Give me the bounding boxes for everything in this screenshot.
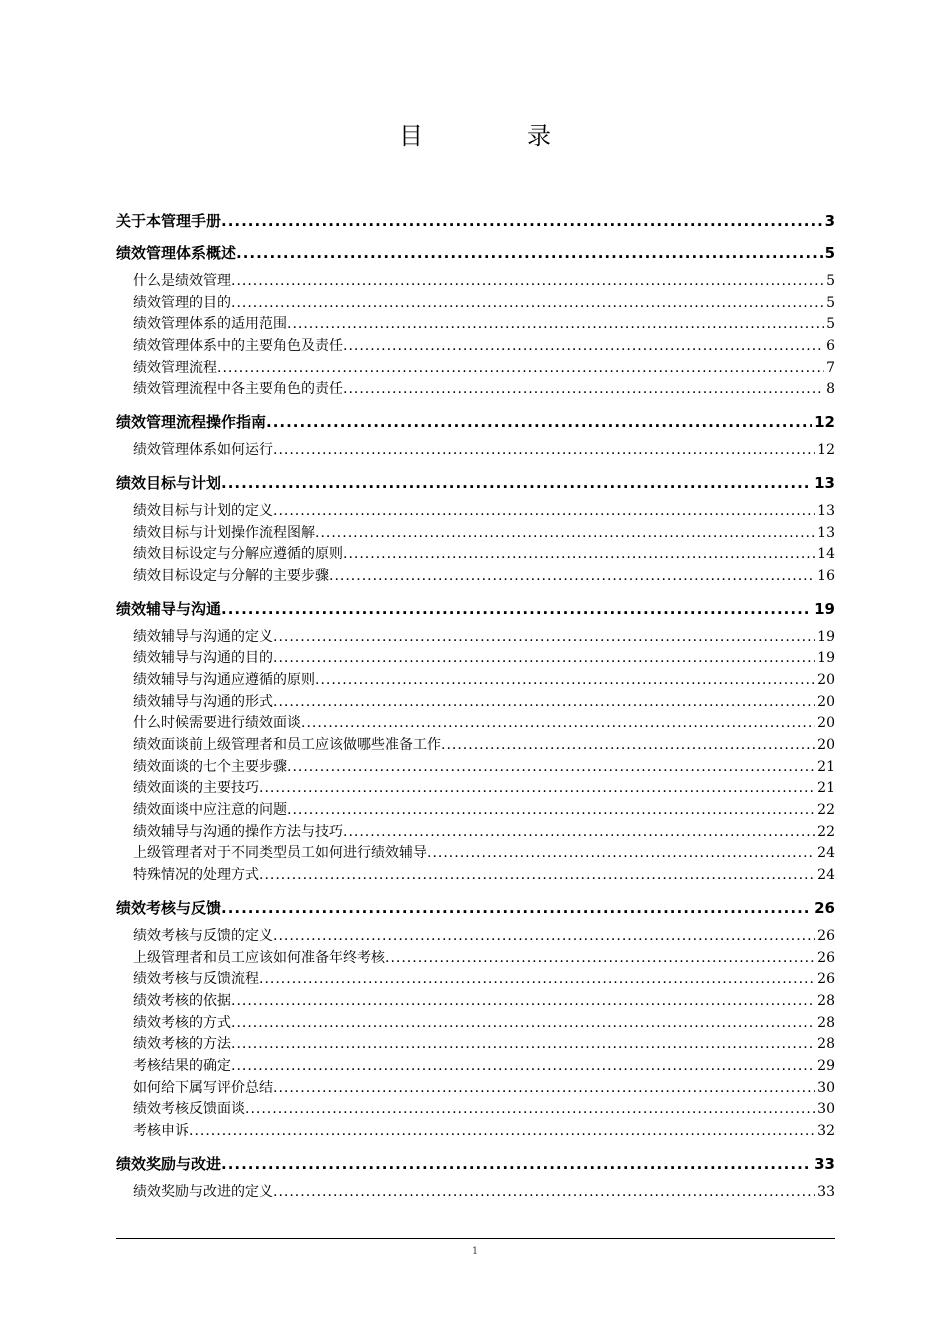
toc-leader-dots (266, 411, 812, 433)
toc-leader-dots (343, 822, 815, 844)
toc-subentry[interactable] (116, 670, 835, 692)
toc-section-title: 关于本管理手册 (116, 212, 222, 230)
toc-leader-dots (259, 778, 815, 800)
toc-leader-dots (221, 1153, 812, 1175)
table-of-contents (116, 210, 835, 1203)
toc-section-entry[interactable] (116, 411, 835, 433)
toc-subentry[interactable] (116, 293, 835, 315)
toc-subentry[interactable] (116, 314, 835, 336)
toc-subentry-page: 5 (826, 273, 835, 289)
toc-subentry-page: 28 (817, 1014, 835, 1031)
toc-subentry-title: 绩效目标与计划操作流程图解 (133, 524, 315, 541)
toc-subentry-title: 绩效考核的方式 (133, 1014, 231, 1031)
toc-section-page: 3 (824, 212, 835, 230)
toc-leader-dots (221, 472, 812, 494)
toc-section-title: 绩效奖励与改进 (116, 1154, 222, 1173)
page-title: 目 录 (399, 122, 591, 150)
toc-subentry-page: 30 (817, 1101, 835, 1118)
toc-subentry[interactable] (116, 1099, 835, 1121)
toc-leader-dots (273, 648, 815, 670)
toc-subentry[interactable] (116, 843, 835, 865)
toc-subentry-page: 20 (817, 737, 835, 753)
toc-subentry-page: 20 (817, 671, 835, 688)
toc-section-entry[interactable] (116, 897, 835, 919)
toc-leader-dots (273, 692, 815, 714)
toc-leader-dots (273, 627, 815, 649)
toc-leader-dots (343, 336, 824, 358)
toc-subentry-page: 26 (817, 927, 835, 944)
toc-subentry-title: 绩效考核与反馈的定义 (133, 927, 273, 944)
toc-subentry-title: 上级管理者和员工应该如何准备年终考核 (133, 949, 385, 966)
toc-leader-dots (301, 713, 815, 735)
toc-subentry-title: 绩效面谈的七个主要步骤 (133, 758, 287, 775)
toc-subentry[interactable] (116, 692, 835, 714)
toc-leader-dots (273, 440, 815, 462)
toc-subentry[interactable] (116, 713, 835, 735)
toc-subentry-page: 7 (826, 359, 835, 376)
toc-subentry-title: 绩效面谈前上级管理者和员工应该做哪些准备工作 (133, 737, 441, 753)
toc-leader-dots (273, 501, 815, 523)
toc-subentry[interactable] (116, 648, 835, 670)
toc-leader-dots (287, 757, 815, 779)
toc-subentry[interactable] (116, 778, 835, 800)
toc-leader-dots (273, 1182, 815, 1204)
toc-leader-dots (259, 865, 815, 887)
toc-subentry[interactable] (116, 1182, 835, 1204)
toc-leader-dots (441, 735, 815, 757)
toc-subentry-list (116, 501, 835, 588)
toc-subentry[interactable] (116, 865, 835, 887)
toc-subentry-page: 24 (817, 845, 835, 862)
toc-leader-dots (343, 544, 815, 566)
toc-subentry[interactable] (116, 757, 835, 779)
toc-section-title: 绩效辅导与沟通 (116, 599, 222, 618)
toc-leader-dots (315, 523, 815, 545)
toc-subentry[interactable] (116, 991, 835, 1013)
toc-section-title: 绩效管理流程操作指南 (116, 413, 267, 432)
toc-subentry-title: 绩效管理的目的 (133, 294, 231, 311)
toc-leader-dots (315, 670, 815, 692)
toc-subentry[interactable] (116, 627, 835, 649)
toc-subentry-title: 什么时候需要进行绩效面谈 (133, 715, 301, 732)
toc-subentry-title: 考核申诉 (133, 1123, 189, 1139)
toc-section-entry[interactable] (116, 1153, 835, 1175)
toc-subentry-title: 绩效辅导与沟通的操作方法与技巧 (133, 823, 343, 840)
footer-rule (116, 1238, 835, 1239)
toc-subentry-title: 绩效考核的方法 (133, 1036, 231, 1053)
toc-subentry-page: 21 (817, 758, 835, 775)
toc-subentry[interactable] (116, 1013, 835, 1035)
toc-subentry-title: 上级管理者对于不同类型员工如何进行绩效辅导 (133, 845, 427, 862)
toc-subentry-page: 13 (817, 502, 835, 519)
toc-subentry[interactable] (116, 501, 835, 523)
toc-leader-dots (231, 1013, 815, 1035)
toc-subentry-title: 绩效面谈中应注意的问题 (133, 802, 287, 819)
toc-subentry-title: 绩效考核反馈面谈 (133, 1101, 245, 1118)
toc-subentry-page: 22 (817, 823, 835, 840)
toc-subentry-page: 33 (817, 1183, 835, 1200)
toc-section-entry[interactable] (116, 472, 835, 494)
toc-subentry[interactable] (116, 1078, 835, 1100)
toc-section-page: 5 (824, 244, 835, 262)
toc-subentry[interactable] (116, 523, 835, 545)
toc-subentry-title: 特殊情况的处理方式 (133, 867, 259, 884)
toc-subentry-title: 绩效辅导与沟通的目的 (133, 650, 273, 667)
toc-subentry-page: 29 (817, 1057, 835, 1074)
toc-section-entry[interactable] (116, 598, 835, 620)
toc-leader-dots (259, 969, 815, 991)
toc-subentry-list (116, 926, 835, 1143)
toc-subentry-page: 24 (817, 867, 835, 884)
toc-section-title: 绩效考核与反馈 (116, 898, 222, 917)
toc-subentry-page: 13 (817, 524, 835, 541)
toc-subentry[interactable] (116, 800, 835, 822)
toc-subentry-title: 绩效奖励与改进的定义 (133, 1183, 273, 1200)
toc-leader-dots (189, 1121, 815, 1143)
toc-subentry-page: 20 (817, 715, 835, 732)
toc-section-title: 绩效目标与计划 (116, 473, 222, 492)
toc-subentry-title: 考核结果的确定 (133, 1057, 231, 1074)
toc-section-title: 绩效管理体系概述 (116, 244, 237, 262)
toc-subentry-title: 绩效管理流程 (133, 359, 217, 376)
toc-leader-dots (221, 598, 812, 620)
toc-subentry-page: 5 (826, 316, 835, 333)
toc-subentry-page: 28 (817, 1036, 835, 1053)
toc-subentry-page: 28 (817, 992, 835, 1009)
toc-subentry-page: 30 (817, 1079, 835, 1096)
toc-subentry-page: 6 (826, 338, 835, 355)
toc-section-page: 19 (814, 599, 835, 618)
toc-subentry-list (116, 627, 835, 887)
toc-subentry[interactable] (116, 735, 835, 757)
toc-subentry-title: 绩效面谈的主要技巧 (133, 780, 259, 797)
toc-leader-dots (231, 293, 824, 315)
toc-leader-dots (231, 271, 824, 293)
toc-subentry-title: 绩效管理体系中的主要角色及责任 (133, 338, 343, 355)
toc-section-entry[interactable] (116, 210, 835, 232)
toc-subentry-title: 绩效管理体系的适用范围 (133, 316, 287, 333)
toc-leader-dots (231, 1034, 815, 1056)
toc-subentry[interactable] (116, 358, 835, 380)
toc-subentry-page: 26 (817, 971, 835, 988)
toc-subentry-page: 5 (826, 294, 835, 311)
toc-leader-dots (231, 1056, 815, 1078)
toc-subentry-title: 绩效管理流程中各主要角色的责任 (133, 381, 343, 398)
toc-section-page: 26 (814, 898, 835, 917)
page-number: 1 (471, 1246, 479, 1257)
toc-subentry-title: 绩效管理体系如何运行 (133, 442, 273, 459)
toc-section-page: 33 (814, 1154, 835, 1173)
toc-subentry[interactable] (116, 544, 835, 566)
toc-section-page: 12 (814, 413, 835, 432)
toc-subentry-page: 19 (817, 650, 835, 667)
toc-subentry-list (116, 440, 835, 462)
toc-leader-dots (329, 566, 815, 588)
toc-subentry-page: 12 (817, 442, 835, 459)
toc-subentry[interactable] (116, 379, 835, 401)
toc-subentry-list (116, 271, 835, 401)
toc-leader-dots (385, 948, 815, 970)
toc-leader-dots (231, 991, 815, 1013)
toc-leader-dots (221, 897, 812, 919)
toc-subentry[interactable] (116, 822, 835, 844)
toc-subentry-title: 绩效考核的依据 (133, 992, 231, 1009)
toc-subentry[interactable] (116, 1121, 835, 1143)
toc-subentry-title: 绩效辅导与沟通的形式 (133, 693, 273, 710)
toc-subentry[interactable] (116, 926, 835, 948)
toc-subentry-page: 16 (817, 567, 835, 584)
toc-section-page: 13 (814, 473, 835, 492)
toc-subentry[interactable] (116, 566, 835, 588)
toc-subentry-page: 14 (817, 546, 835, 563)
toc-subentry-page: 32 (817, 1123, 835, 1139)
toc-subentry-title: 绩效辅导与沟通应遵循的原则 (133, 671, 315, 688)
toc-subentry-page: 26 (817, 949, 835, 966)
toc-subentry-list (116, 1182, 835, 1204)
toc-leader-dots (217, 358, 824, 380)
toc-leader-dots (287, 800, 815, 822)
toc-leader-dots (273, 1078, 815, 1100)
toc-leader-dots (221, 210, 823, 232)
toc-subentry[interactable] (116, 336, 835, 358)
toc-subentry[interactable] (116, 440, 835, 462)
toc-subentry-title: 什么是绩效管理 (133, 273, 231, 289)
toc-section-entry[interactable] (116, 242, 835, 264)
toc-subentry[interactable] (116, 1056, 835, 1078)
toc-subentry-title: 如何给下属写评价总结 (133, 1079, 273, 1096)
toc-subentry-title: 绩效目标设定与分解应遵循的原则 (133, 546, 343, 563)
toc-subentry[interactable] (116, 271, 835, 293)
toc-leader-dots (343, 379, 824, 401)
toc-leader-dots (427, 843, 815, 865)
toc-subentry-page: 22 (817, 802, 835, 819)
toc-subentry-page: 19 (817, 628, 835, 645)
toc-subentry-page: 21 (817, 780, 835, 797)
toc-subentry[interactable] (116, 948, 835, 970)
toc-subentry-page: 20 (817, 693, 835, 710)
toc-subentry[interactable] (116, 1034, 835, 1056)
toc-subentry-page: 8 (826, 381, 835, 398)
toc-leader-dots (245, 1099, 815, 1121)
toc-leader-dots (273, 926, 815, 948)
toc-subentry-title: 绩效辅导与沟通的定义 (133, 628, 273, 645)
toc-subentry-title: 绩效目标与计划的定义 (133, 502, 273, 519)
toc-subentry[interactable] (116, 969, 835, 991)
toc-subentry-title: 绩效目标设定与分解的主要步骤 (133, 567, 329, 584)
toc-leader-dots (287, 314, 824, 336)
toc-leader-dots (236, 242, 823, 264)
toc-subentry-title: 绩效考核与反馈流程 (133, 971, 259, 988)
